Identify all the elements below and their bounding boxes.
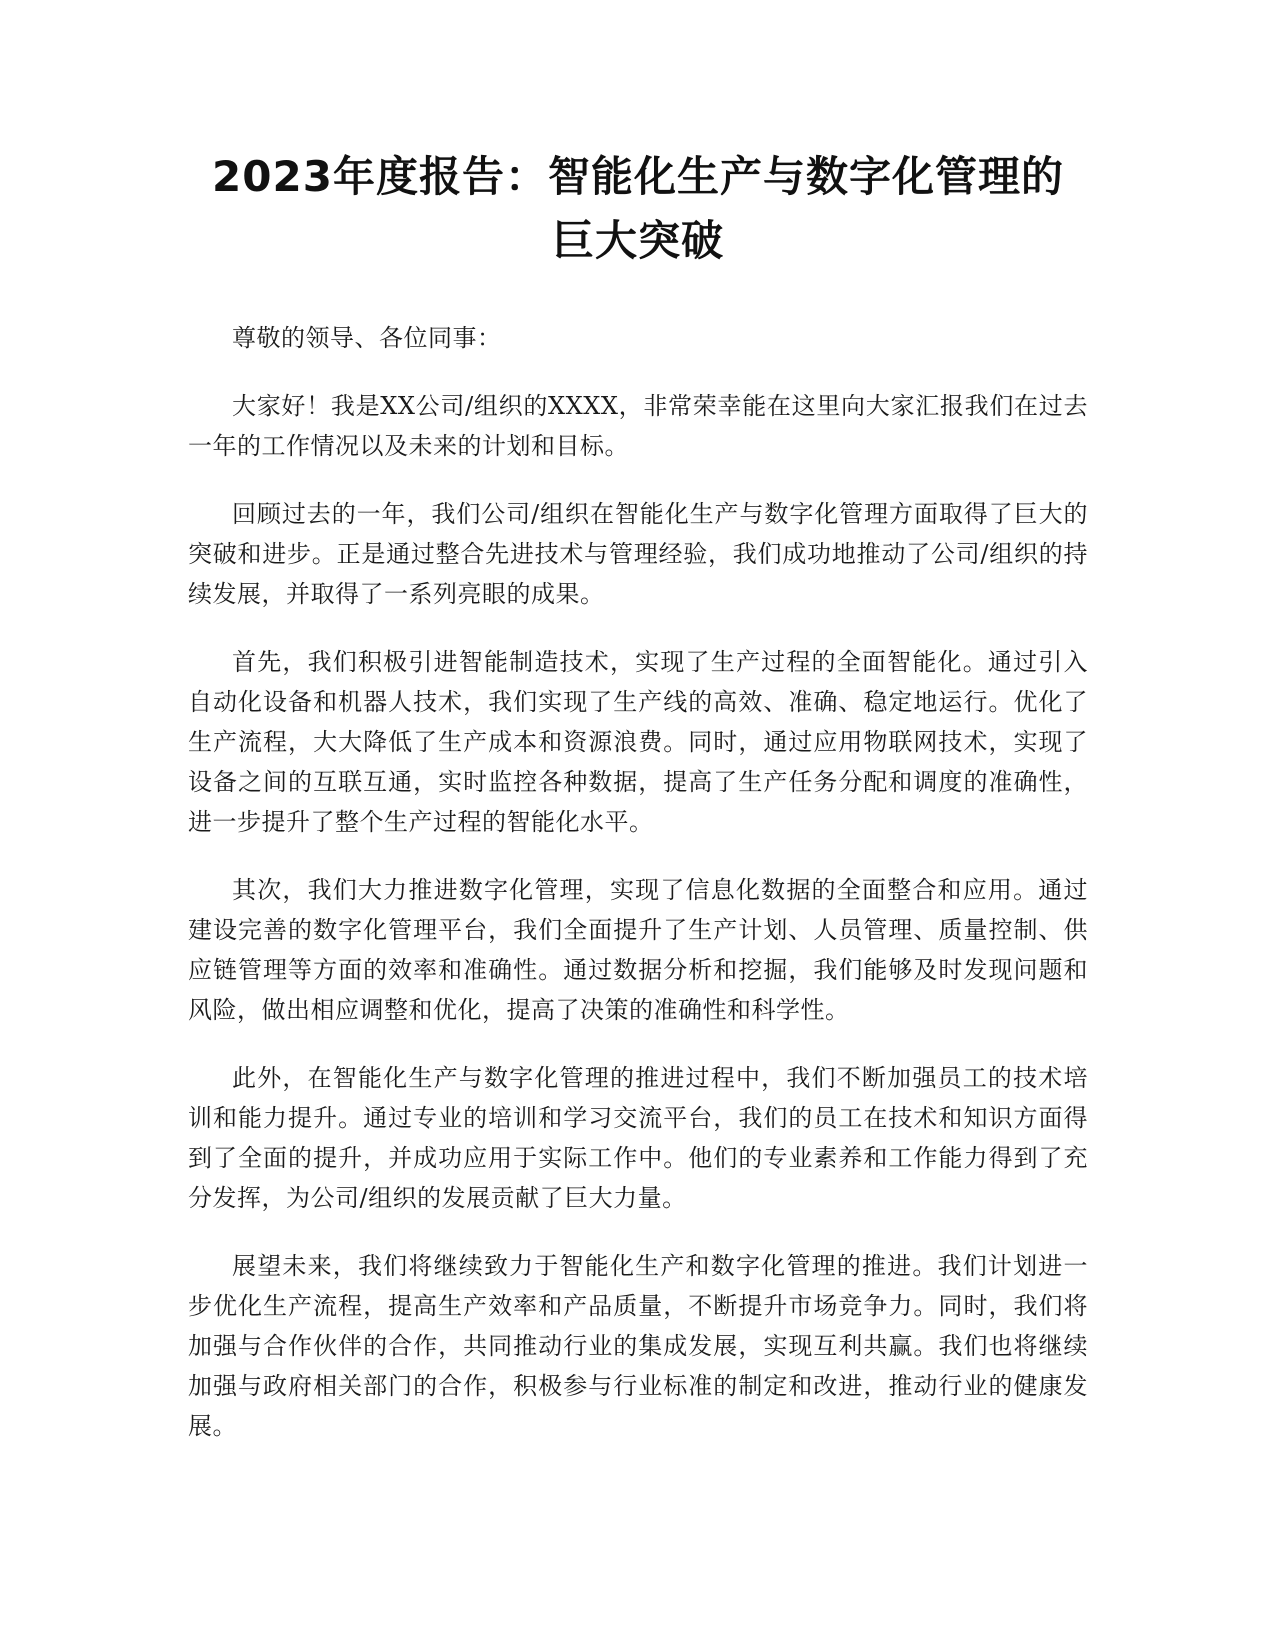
document-title: [188, 145, 1088, 273]
paragraph-review: 回顾过去的一年，我们公司/组织在智能化生产与数字化管理方面取得了巨大的突破和进步。正是通过整合先进技术与管理经验，我们成功地推动了公司/组织的持续发展，并取得了一系列亮眼的成果。: [188, 500, 1088, 608]
paragraph-training: 此外，在智能化生产与数字化管理的推进过程中，我们不断加强员工的技术培训和能力提升。通过专业的培训和学习交流平台，我们的员工在技术和知识方面得到了全面的提升，并成功应用于实际工作中。他们的专业素养和工作能力得到了充分发挥，为公司/组织的发展贡献了巨大力量。: [188, 1064, 1088, 1212]
salutation: 尊敬的领导、各位同事：: [232, 324, 502, 352]
paragraph-greeting: 大家好！我是XX公司/组织的XXXX，非常荣幸能在这里向大家汇报我们在过去一年的工作情况以及未来的计划和目标。: [188, 392, 1088, 460]
paragraph-smart-production: 首先，我们积极引进智能制造技术，实现了生产过程的全面智能化。通过引入自动化设备和机器人技术，我们实现了生产线的高效、准确、稳定地运行。优化了生产流程，大大降低了生产成本和资源浪费。同时，通过应用物联网技术，实现了设备之间的互联互通，实时监控各种数据，提高了生产任务分配和调度的准确性，进一步提升了整个生产过程的智能化水平。: [188, 648, 1088, 836]
document-body: [188, 318, 1088, 1474]
paragraph-digital-management: 其次，我们大力推进数字化管理，实现了信息化数据的全面整合和应用。通过建设完善的数字化管理平台，我们全面提升了生产计划、人员管理、质量控制、供应链管理等方面的效率和准确性。通过数据分析和挖掘，我们能够及时发现问题和风险，做出相应调整和优化，提高了决策的准确性和科学性。: [188, 876, 1088, 1024]
title-line-1: 2023年度报告：智能化生产与数字化管理的: [212, 152, 1064, 201]
paragraph-outlook: 展望未来，我们将继续致力于智能化生产和数字化管理的推进。我们计划进一步优化生产流程，提高生产效率和产品质量，不断提升市场竞争力。同时，我们将加强与合作伙伴的合作，共同推动行业的集成发展，实现互利共赢。我们也将继续加强与政府相关部门的合作，积极参与行业标准的制定和改进，推动行业的健康发展。: [188, 1252, 1088, 1440]
title-line-2: 巨大突破: [551, 216, 724, 265]
